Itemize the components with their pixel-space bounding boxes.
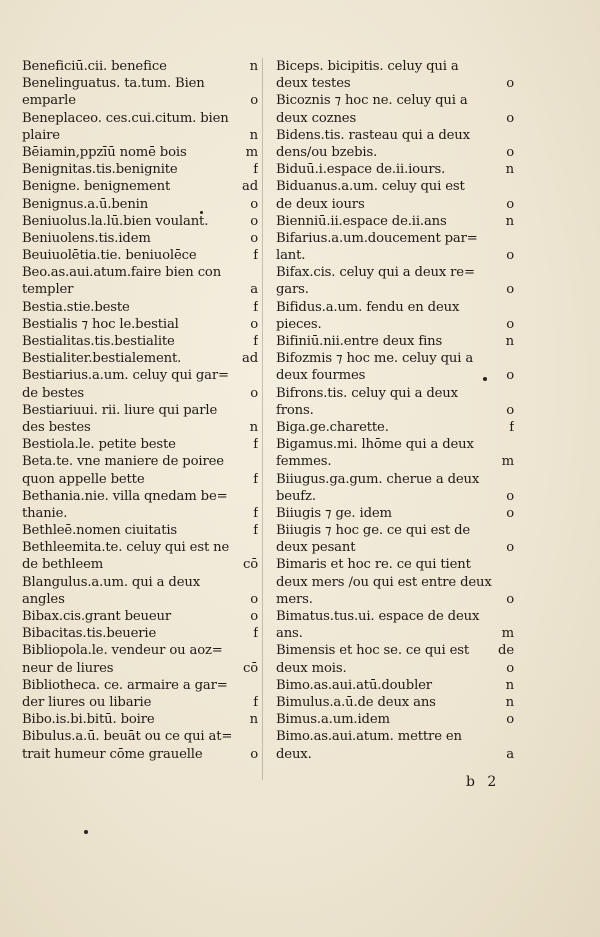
gender-mark: ad <box>241 179 258 195</box>
right-line <box>276 230 514 247</box>
gender-mark: n <box>249 712 258 728</box>
gender-mark: cō <box>242 557 258 573</box>
left-line <box>22 488 258 505</box>
entry-text: Bifrons.tis. celuy qui a deux <box>276 385 458 401</box>
right-line <box>276 591 514 608</box>
left-line <box>22 367 258 384</box>
gender-mark: n <box>505 334 514 349</box>
right-line <box>276 316 514 333</box>
right-line <box>276 178 514 195</box>
left-line <box>22 316 258 333</box>
entry-text: Bibliopola.le. vendeur ou aoz= <box>22 643 223 659</box>
gender-mark: a <box>506 746 514 762</box>
right-line <box>276 539 514 556</box>
right-line <box>276 642 514 659</box>
left-line <box>22 281 258 298</box>
gender-mark: f <box>253 471 258 487</box>
entry-text: Bimulus.a.ū.de deux ans <box>276 694 436 710</box>
entry-text: Bimus.a.um.idem <box>276 712 390 728</box>
entry-text: de bethleem <box>22 557 104 573</box>
entry-text: deux pesant <box>276 540 356 556</box>
entry-text: Biiugus.ga.gum. cherue a deux <box>276 471 480 487</box>
entry-text: Bifidus.a.um. fendu en deux <box>276 299 460 315</box>
entry-text: Benelinguatus. ta.tum. Bien <box>22 76 205 92</box>
entry-text: templer <box>22 282 74 298</box>
entry-text: Blangulus.a.um. qui a deux <box>22 574 200 590</box>
left-line <box>22 625 258 642</box>
right-line <box>276 608 514 625</box>
entry-text: angles <box>22 591 65 607</box>
entry-text: Biiugis ⁊ hoc ge. ce qui est de <box>276 523 471 539</box>
gender-mark: o <box>506 196 514 212</box>
gender-mark: f <box>253 162 258 178</box>
entry-text: Bibulus.a.ū. beuāt ou ce qui at= <box>22 729 233 745</box>
entry-text: ans. <box>276 626 303 642</box>
right-line <box>276 247 514 264</box>
entry-text: Bethleē.nomen ciuitatis <box>22 523 178 539</box>
gender-mark: f <box>253 248 258 264</box>
left-line <box>22 110 258 127</box>
entry-text: Bienniū.ii.espace de.ii.ans <box>276 213 447 229</box>
entry-text: Biga.ge.charette. <box>276 419 389 435</box>
left-line <box>22 247 258 264</box>
gender-mark: o <box>250 746 258 762</box>
entry-text: de deux iours <box>276 196 365 212</box>
entry-text: Biiugis ⁊ ge. idem <box>276 505 392 521</box>
entry-text: Bibliotheca. ce. armaire a gar= <box>22 677 228 693</box>
entry-text: frons. <box>276 402 314 418</box>
entry-text: pieces. <box>276 316 322 332</box>
gender-mark: o <box>506 402 514 418</box>
right-line <box>276 471 514 488</box>
left-line <box>22 333 258 350</box>
entry-text: Biduū.i.espace de.ii.iours. <box>276 162 446 178</box>
gender-mark: o <box>506 368 514 384</box>
entry-text: Bidens.tis. rasteau qui a deux <box>276 127 470 143</box>
entry-text: Bimo.as.aui.atū.doubler <box>276 677 432 693</box>
entry-text: deux testes <box>276 76 351 92</box>
right-line <box>276 419 514 436</box>
left-line <box>22 436 258 453</box>
entry-text: trait humeur cōme grauelle <box>22 746 203 762</box>
left-line <box>22 677 258 694</box>
gender-mark: n <box>249 59 258 74</box>
entry-text: Bestiarius.a.um. celuy qui gar= <box>22 368 229 384</box>
entry-text: Bestiola.le. petite beste <box>22 437 176 453</box>
gender-mark: f <box>253 334 258 349</box>
left-line <box>22 539 258 556</box>
entry-text: Beuiuolētia.tie. beniuolēce <box>22 248 197 264</box>
right-line <box>276 453 514 470</box>
entry-text: quon appelle bette <box>22 471 145 487</box>
gender-mark: o <box>250 316 258 332</box>
gender-mark: n <box>505 677 514 693</box>
signature-mark: b 2 <box>466 774 501 790</box>
gender-mark: f <box>253 299 258 315</box>
gender-mark: f <box>253 505 258 521</box>
left-line <box>22 161 258 178</box>
left-line <box>22 728 258 745</box>
gender-mark: m <box>501 626 514 642</box>
ink-speck <box>84 830 88 834</box>
entry-text: deux mois. <box>276 660 347 676</box>
gender-mark: o <box>250 196 258 212</box>
left-line <box>22 92 258 109</box>
entry-text: thanie. <box>22 505 68 521</box>
left-line <box>22 471 258 488</box>
entry-text: gars. <box>276 282 309 298</box>
left-line <box>22 522 258 539</box>
gender-mark: o <box>250 591 258 607</box>
gender-mark: f <box>509 419 514 435</box>
gender-mark: n <box>505 213 514 229</box>
entry-text: Biceps. bicipitis. celuy qui a <box>276 59 459 74</box>
gender-mark: o <box>506 76 514 92</box>
left-line <box>22 264 258 281</box>
gender-mark: a <box>250 282 258 298</box>
right-line <box>276 402 514 419</box>
left-line <box>22 453 258 470</box>
entry-text: beufz. <box>276 488 316 504</box>
left-line <box>22 574 258 591</box>
entry-text: Bigamus.mi. lhōme qui a deux <box>276 437 474 453</box>
gender-mark: de <box>498 643 514 659</box>
gender-mark: n <box>249 419 258 435</box>
left-line <box>22 127 258 144</box>
entry-text: Bibacitas.tis.beuerie <box>22 626 157 642</box>
left-line <box>22 385 258 402</box>
gender-mark: o <box>506 144 514 160</box>
gender-mark: o <box>506 591 514 607</box>
gender-mark: n <box>505 694 514 710</box>
entry-text: Bestialitas.tis.bestialite <box>22 334 175 349</box>
right-column <box>276 58 514 763</box>
gender-mark: n <box>505 162 514 178</box>
right-line <box>276 196 514 213</box>
entry-text: Bibo.is.bi.bitū. boire <box>22 712 155 728</box>
gender-mark: o <box>506 488 514 504</box>
left-line <box>22 178 258 195</box>
gender-mark: o <box>250 213 258 229</box>
gender-mark: o <box>506 540 514 556</box>
gender-mark: o <box>506 660 514 676</box>
entry-text: Beneplaceo. ces.cui.citum. bien <box>22 110 229 126</box>
left-line <box>22 230 258 247</box>
gender-mark: o <box>250 385 258 401</box>
right-line <box>276 385 514 402</box>
gender-mark: o <box>506 712 514 728</box>
right-line <box>276 574 514 591</box>
entry-text: Benignus.a.ū.benin <box>22 196 149 212</box>
gender-mark: cō <box>242 660 258 676</box>
ink-speck <box>200 211 203 214</box>
left-line <box>22 591 258 608</box>
entry-text: Bimaris et hoc re. ce qui tient <box>276 557 471 573</box>
left-line <box>22 746 258 763</box>
entry-text: Bifiniū.nii.entre deux fins <box>276 334 443 349</box>
left-line <box>22 58 258 75</box>
left-line <box>22 299 258 316</box>
left-column <box>22 58 258 763</box>
right-line <box>276 110 514 127</box>
entry-text: neur de liures <box>22 660 114 676</box>
right-line <box>276 711 514 728</box>
entry-text: emparle <box>22 93 76 109</box>
entry-text: Bibax.cis.grant beueur <box>22 609 172 624</box>
right-line <box>276 333 514 350</box>
entry-text: deux coznes <box>276 110 357 126</box>
entry-text: deux fourmes <box>276 368 366 384</box>
right-line <box>276 625 514 642</box>
entry-text: Beneficiū.cii. benefice <box>22 59 167 74</box>
gender-mark: o <box>250 230 258 246</box>
gender-mark: f <box>253 694 258 710</box>
entry-text: deux. <box>276 746 312 762</box>
right-line <box>276 144 514 161</box>
entry-text: Bestia.stie.beste <box>22 299 130 315</box>
right-line <box>276 161 514 178</box>
right-line <box>276 75 514 92</box>
gender-mark: o <box>506 248 514 264</box>
right-line <box>276 58 514 75</box>
entry-text: Beniuolens.tis.idem <box>22 230 151 246</box>
right-line <box>276 746 514 763</box>
gender-mark: m <box>245 144 258 160</box>
entry-text: lant. <box>276 248 306 264</box>
left-line <box>22 660 258 677</box>
left-line <box>22 556 258 573</box>
right-line <box>276 350 514 367</box>
entry-text: Bethleemita.te. celuy qui est ne <box>22 540 230 556</box>
entry-text: Beo.as.aui.atum.faire bien con <box>22 265 222 281</box>
entry-text: Benigne. benignement <box>22 179 171 195</box>
right-line <box>276 660 514 677</box>
entry-text: Bifax.cis. celuy qui a deux re= <box>276 265 475 281</box>
right-line <box>276 505 514 522</box>
left-line <box>22 608 258 625</box>
gender-mark: o <box>506 316 514 332</box>
gender-mark: f <box>253 523 258 539</box>
entry-text: Bimensis et hoc se. ce qui est <box>276 643 470 659</box>
left-line <box>22 711 258 728</box>
left-line <box>22 402 258 419</box>
left-line <box>22 144 258 161</box>
right-line <box>276 436 514 453</box>
entry-text: Beta.te. vne maniere de poiree <box>22 454 224 470</box>
gender-mark: m <box>501 454 514 470</box>
right-line <box>276 488 514 505</box>
right-line <box>276 264 514 281</box>
entry-text: des bestes <box>22 419 91 435</box>
left-line <box>22 642 258 659</box>
left-line <box>22 694 258 711</box>
gender-mark: o <box>506 282 514 298</box>
entry-text: Bicoznis ⁊ hoc ne. celuy qui a <box>276 93 468 109</box>
entry-text: Bifozmis ⁊ hoc me. celuy qui a <box>276 351 474 367</box>
gender-mark: o <box>250 609 258 624</box>
entry-text: Bimo.as.aui.atum. mettre en <box>276 729 462 745</box>
entry-text: Bēiamin,ppzīū nomē bois <box>22 144 187 160</box>
left-line <box>22 213 258 230</box>
entry-text: dens/ou bzebis. <box>276 144 378 160</box>
entry-text: der liures ou libarie <box>22 694 152 710</box>
right-line <box>276 92 514 109</box>
left-line <box>22 75 258 92</box>
entry-text: plaire <box>22 127 60 143</box>
entry-text: Beniuolus.la.lū.bien voulant. <box>22 213 209 229</box>
gender-mark: n <box>249 127 258 143</box>
right-line <box>276 299 514 316</box>
gender-mark: o <box>506 505 514 521</box>
entry-text: Bestiariuui. rii. liure qui parle <box>22 402 218 418</box>
right-line <box>276 522 514 539</box>
right-line <box>276 367 514 384</box>
entry-text: Biduanus.a.um. celuy qui est <box>276 179 465 195</box>
entry-text: Bestialis ⁊ hoc le.bestial <box>22 316 179 332</box>
left-line <box>22 196 258 213</box>
gender-mark: f <box>253 626 258 642</box>
right-line <box>276 556 514 573</box>
right-line <box>276 281 514 298</box>
entry-text: mers. <box>276 591 313 607</box>
left-line <box>22 419 258 436</box>
right-line <box>276 728 514 745</box>
gender-mark: f <box>253 437 258 453</box>
right-line <box>276 694 514 711</box>
right-line <box>276 127 514 144</box>
gender-mark: ad <box>241 351 258 367</box>
entry-text: Bimatus.tus.ui. espace de deux <box>276 609 480 624</box>
gender-mark: o <box>506 110 514 126</box>
ink-speck <box>483 377 487 381</box>
entry-text: de bestes <box>22 385 84 401</box>
gender-mark: o <box>250 93 258 109</box>
column-gutter <box>262 58 263 780</box>
entry-text: Benignitas.tis.benignite <box>22 162 178 178</box>
right-line <box>276 677 514 694</box>
entry-text: Bethania.nie. villa qnedam be= <box>22 488 228 504</box>
left-line <box>22 350 258 367</box>
entry-text: femmes. <box>276 454 332 470</box>
entry-text: Bifarius.a.um.doucement par= <box>276 230 478 246</box>
left-line <box>22 505 258 522</box>
entry-text: deux mers /ou qui est entre deux <box>276 574 492 590</box>
right-line <box>276 213 514 230</box>
entry-text: Bestialiter.bestialement. <box>22 351 182 367</box>
